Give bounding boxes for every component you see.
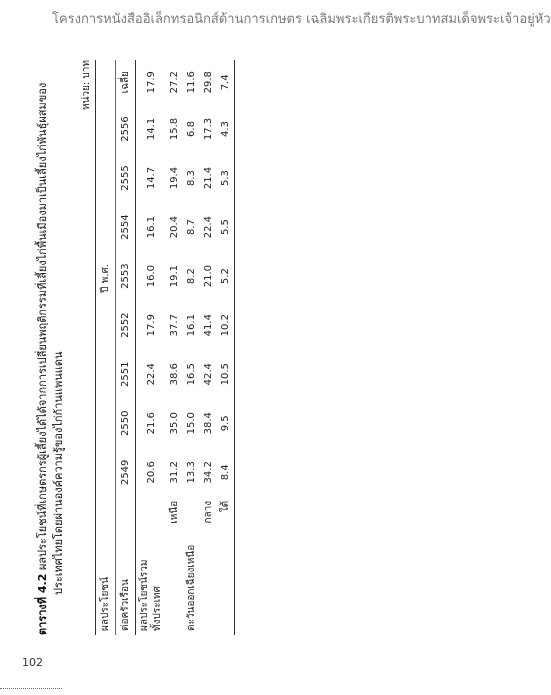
table-cell: 16.1 — [145, 215, 157, 239]
column-header: 2550 — [116, 399, 136, 448]
column-header: 2551 — [116, 350, 136, 399]
page-number: 102 — [22, 656, 43, 669]
table-cell: 21.6 — [145, 412, 157, 435]
table-cell: 38.4 — [203, 412, 214, 435]
table-cell: 21.0 — [203, 265, 214, 288]
footer-divider — [0, 688, 62, 689]
table-cell: 14.7 — [145, 166, 157, 190]
table-cell: 20.6 — [145, 461, 157, 484]
table-cell: 8.4 — [217, 448, 235, 497]
table-row — [136, 60, 167, 635]
column-header: 2554 — [116, 203, 136, 252]
table-cell: 4.3 — [217, 104, 235, 153]
page-header: โครงการหนังสืออิเล็กทรอนิกส์ด้านการเกษตร เฉลิมพระเกียรติพระบาทสมเด็จพระเจ้าอยู่หัว — [52, 12, 551, 27]
table-cell: 10.5 — [217, 350, 235, 399]
section-label: ผลประโยชน์รวม — [139, 559, 150, 631]
row-header-bottom: ต่อครัวเรือน — [116, 497, 136, 635]
row-label: กลาง — [203, 500, 214, 524]
column-header: 2553 — [116, 252, 136, 301]
row-label-text: ทั้งประเทศ — [152, 586, 163, 631]
table-cell: 19.4 — [169, 166, 180, 190]
table-cell: 17.3 — [203, 117, 214, 141]
caption-text-cont: ประเทศไทยโดยผ่านองค์ความรู้ของไก่ก้านแพนแดน — [52, 351, 65, 595]
table-cell: 10.2 — [217, 301, 235, 350]
table-cell: 15.8 — [169, 117, 180, 141]
table-cell: 16.0 — [145, 265, 157, 288]
column-header: เฉลี่ย — [116, 60, 136, 104]
rotated-table-block — [35, 60, 280, 635]
table-row — [166, 60, 183, 635]
table-cell: 8.7 — [186, 219, 197, 236]
table-cell: 19.1 — [169, 265, 180, 288]
row-label: ใต้ — [217, 497, 235, 635]
unit-label: หน่วย: บาท — [81, 60, 92, 111]
table-cell: 17.9 — [145, 71, 157, 94]
table-cell: 11.6 — [186, 71, 197, 94]
table-cell: 20.4 — [169, 215, 180, 239]
table-cell: 27.2 — [169, 71, 180, 94]
table-cell: 22.4 — [203, 215, 214, 239]
table-cell: 13.3 — [186, 461, 197, 484]
table-cell: 16.5 — [186, 363, 197, 386]
column-header: 2549 — [116, 448, 136, 497]
group-header: ปี พ.ศ. — [96, 60, 116, 497]
table-cell: 9.5 — [217, 399, 235, 448]
caption-number: ตารางที่ 4.2 — [36, 573, 49, 635]
table-cell: 41.4 — [203, 314, 214, 337]
table-cell: 5.5 — [217, 203, 235, 252]
table-cell: 42.4 — [203, 363, 214, 386]
table-cell: 35.0 — [169, 412, 180, 435]
table-cell: 14.1 — [145, 117, 157, 141]
table-cell: 7.4 — [217, 60, 235, 104]
table-cell: 5.2 — [217, 252, 235, 301]
table-cell: 16.1 — [186, 314, 197, 337]
table-cell: 38.6 — [169, 363, 180, 386]
caption-text: ผลประโยชน์ที่เกษตรกรผู้เลี้ยงได้ได้จากการเปลี่ยนพฤติกรรมที่เลี้ยงไก่พื้นเมืองมาเป็นเลี้ยงไก่พันธุ์ผสมของ — [36, 82, 49, 571]
row-label: เหนือ — [169, 500, 180, 524]
table-cell: 29.8 — [203, 71, 214, 94]
table-cell: 17.9 — [145, 314, 157, 337]
table-cell: 6.8 — [186, 121, 197, 137]
table-cell: 21.4 — [203, 166, 214, 190]
table-row — [217, 60, 235, 635]
column-header: 2556 — [116, 104, 136, 153]
row-label: ตะวันออกเฉียงเหนือ — [186, 544, 197, 631]
row-header-top: ผลประโยชน์ — [96, 497, 116, 635]
table-row — [183, 60, 200, 635]
row-label — [136, 497, 167, 635]
table-cell: 31.2 — [169, 461, 180, 484]
table-cell: 5.3 — [217, 154, 235, 203]
table-cell: 22.4 — [145, 363, 157, 386]
column-header: 2552 — [116, 301, 136, 350]
table-row — [200, 60, 217, 635]
table-cell: 15.0 — [186, 412, 197, 435]
data-table — [95, 60, 235, 635]
table-cell: 34.2 — [203, 461, 214, 484]
table-cell: 8.2 — [186, 268, 197, 285]
table-cell: 8.3 — [186, 170, 197, 186]
column-header: 2555 — [116, 154, 136, 203]
table-cell: 37.7 — [169, 314, 180, 337]
table-caption — [35, 60, 67, 635]
